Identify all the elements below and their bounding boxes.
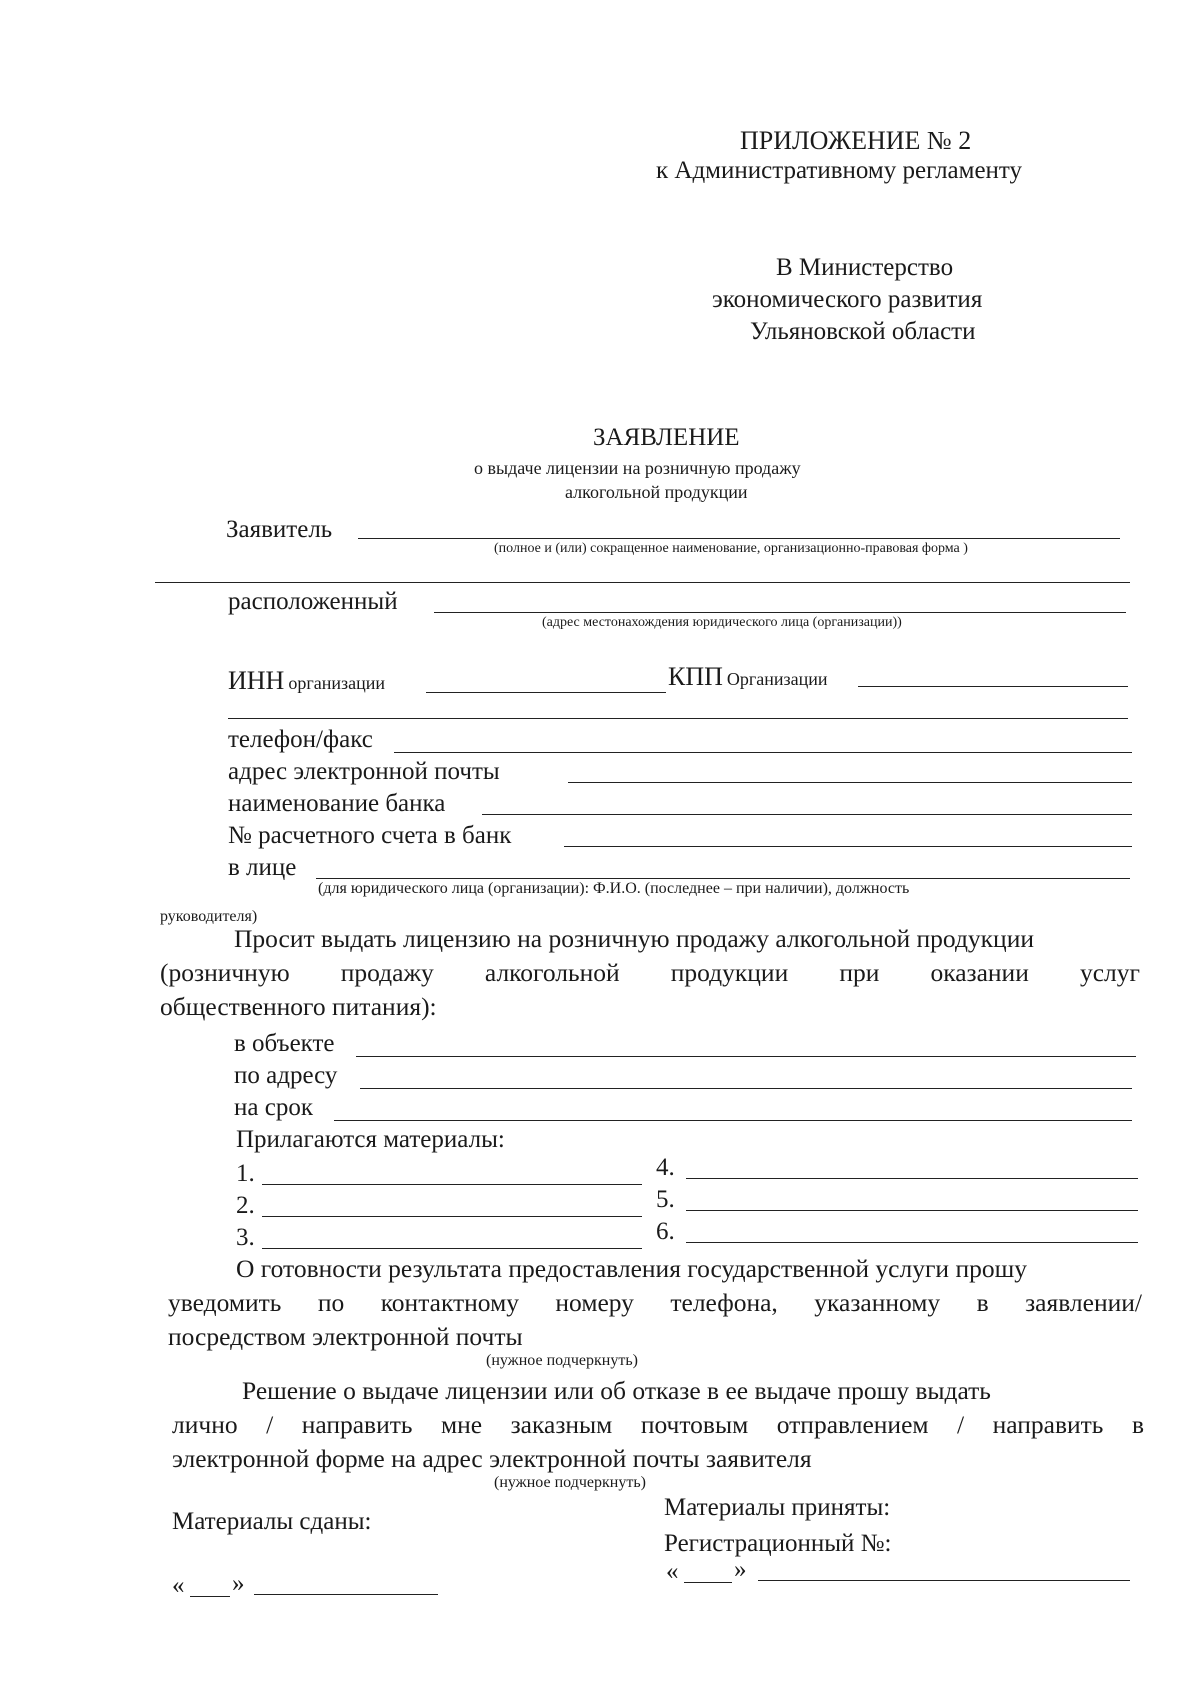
material-number: 3. — [236, 1224, 255, 1251]
notify-word: номеру — [555, 1288, 634, 1317]
term-label: на срок — [234, 1094, 313, 1121]
notify-word: по — [317, 1288, 345, 1317]
object-label: в объекте — [234, 1030, 335, 1057]
materials-accepted-label: Материалы приняты: — [664, 1494, 891, 1521]
decision-word: лично — [172, 1410, 238, 1439]
phone-field[interactable] — [394, 752, 1132, 753]
quote-close: » — [232, 1570, 245, 1597]
notify-hint: (нужное подчеркнуть) — [486, 1352, 638, 1369]
request-line-2 — [160, 958, 1140, 988]
document-subtitle-1: о выдаче лицензии на розничную продажу — [474, 458, 801, 478]
decision-word: / — [266, 1410, 274, 1439]
decision-line-2 — [172, 1410, 1144, 1440]
notify-line-2 — [168, 1288, 1142, 1318]
material-number: 1. — [236, 1160, 255, 1187]
request-line-3: общественного питания): — [160, 992, 437, 1021]
inn-suffix: организации — [288, 673, 385, 693]
submitted-day-field[interactable] — [190, 1596, 230, 1597]
document-title: ЗАЯВЛЕНИЕ — [593, 424, 740, 451]
bank-field[interactable] — [482, 814, 1132, 815]
material-number: 6. — [656, 1218, 675, 1245]
term-field[interactable] — [334, 1120, 1132, 1121]
kpp-field[interactable] — [858, 686, 1128, 687]
inn-field[interactable] — [426, 692, 666, 693]
quote-close: » — [734, 1556, 747, 1583]
notify-word: уведомить — [168, 1288, 282, 1317]
appendix-subtitle: к Административному регламенту — [656, 157, 1023, 184]
decision-line-3: электронной форме на адрес электронной почты заявителя — [172, 1444, 812, 1473]
materials-submitted-label: Материалы сданы: — [172, 1508, 372, 1535]
notify-word: указанному — [814, 1288, 941, 1317]
appendix-title: ПРИЛОЖЕНИЕ № 2 — [740, 126, 972, 155]
decision-word: заказным — [510, 1410, 613, 1439]
decision-word: в — [1131, 1410, 1144, 1439]
account-field[interactable] — [564, 846, 1132, 847]
decision-word: отправлением — [776, 1410, 929, 1439]
decision-word: направить — [301, 1410, 413, 1439]
account-label: № расчетного счета в банк — [228, 822, 512, 849]
decision-word: почтовым — [640, 1410, 749, 1439]
material-field-2[interactable] — [262, 1216, 642, 1217]
document-subtitle-2: алкогольной продукции — [565, 482, 748, 502]
quote-open: « — [666, 1558, 679, 1585]
addressee-line-2: экономического развития — [712, 286, 983, 313]
notify-word: заявлении/ — [1025, 1288, 1142, 1317]
material-number: 4. — [656, 1154, 675, 1181]
address-field[interactable] — [360, 1088, 1132, 1089]
notify-word: телефона, — [670, 1288, 778, 1317]
kpp-label: КПП — [668, 662, 723, 691]
person-hint-continued: руководителя) — [160, 908, 258, 925]
location-hint: (адрес местонахождения юридического лица (организации)) — [542, 615, 902, 630]
material-field-4[interactable] — [686, 1178, 1138, 1179]
decision-word: направить — [992, 1410, 1104, 1439]
notify-word: контактному — [380, 1288, 519, 1317]
bank-label: наименование банка — [228, 790, 446, 817]
applicant-hint: (полное и (или) сокращенное наименование, организационно-правовая форма ) — [494, 541, 968, 556]
person-field[interactable] — [316, 878, 1130, 879]
material-number: 5. — [656, 1186, 675, 1213]
object-field[interactable] — [356, 1056, 1136, 1057]
decision-line-1: Решение о выдаче лицензии или об отказе в ее выдаче прошу выдать — [242, 1376, 991, 1405]
materials-label: Прилагаются материалы: — [236, 1126, 505, 1153]
inn-label: ИНН — [228, 666, 285, 695]
addressee-line-1: В Министерство — [776, 254, 954, 281]
registration-number-label: Регистрационный №: — [664, 1530, 892, 1557]
request-word: оказании — [930, 958, 1029, 987]
submitted-date-field[interactable] — [254, 1594, 438, 1595]
material-number: 2. — [236, 1192, 255, 1219]
request-word: продукции — [670, 958, 789, 987]
applicant-label: Заявитель — [226, 516, 333, 543]
email-label: адрес электронной почты — [228, 758, 500, 785]
person-hint: (для юридического лица (организации): Ф.И.О. (последнее – при наличии), должность — [318, 880, 910, 897]
notify-line-3: посредством электронной почты — [168, 1322, 523, 1351]
request-word: услуг — [1079, 958, 1140, 987]
request-line-1: Просит выдать лицензию на розничную продажу алкогольной продукции — [234, 924, 1035, 953]
applicant-name-field-continued[interactable] — [155, 582, 1130, 583]
notify-line-1: О готовности результата предоставления государственной услуги прошу — [236, 1254, 1027, 1283]
inn-label-group — [228, 666, 385, 696]
material-field-1[interactable] — [262, 1184, 642, 1185]
kpp-suffix: Организации — [726, 669, 828, 689]
decision-word: мне — [441, 1410, 483, 1439]
decision-word: / — [957, 1410, 965, 1439]
email-field[interactable] — [568, 782, 1132, 783]
location-field[interactable] — [434, 612, 1126, 613]
addressee-line-3: Ульяновской области — [750, 318, 976, 345]
material-field-6[interactable] — [686, 1242, 1138, 1243]
location-label: расположенный — [228, 588, 398, 615]
phone-label: телефон/факс — [228, 726, 373, 753]
decision-hint: (нужное подчеркнуть) — [494, 1474, 646, 1491]
extra-field[interactable] — [228, 718, 1128, 719]
request-word: (розничную — [160, 958, 290, 987]
material-field-3[interactable] — [262, 1248, 642, 1249]
applicant-name-field[interactable] — [358, 538, 1120, 539]
accepted-day-field[interactable] — [684, 1582, 732, 1583]
request-word: при — [839, 958, 880, 987]
accepted-date-field[interactable] — [758, 1580, 1130, 1581]
material-field-5[interactable] — [686, 1210, 1138, 1211]
quote-open: « — [172, 1572, 185, 1599]
person-label: в лице — [228, 854, 297, 881]
kpp-label-group — [668, 662, 828, 692]
request-word: алкогольной — [484, 958, 620, 987]
notify-word: в — [976, 1288, 989, 1317]
request-word: продажу — [340, 958, 434, 987]
address-label: по адресу — [234, 1062, 338, 1089]
